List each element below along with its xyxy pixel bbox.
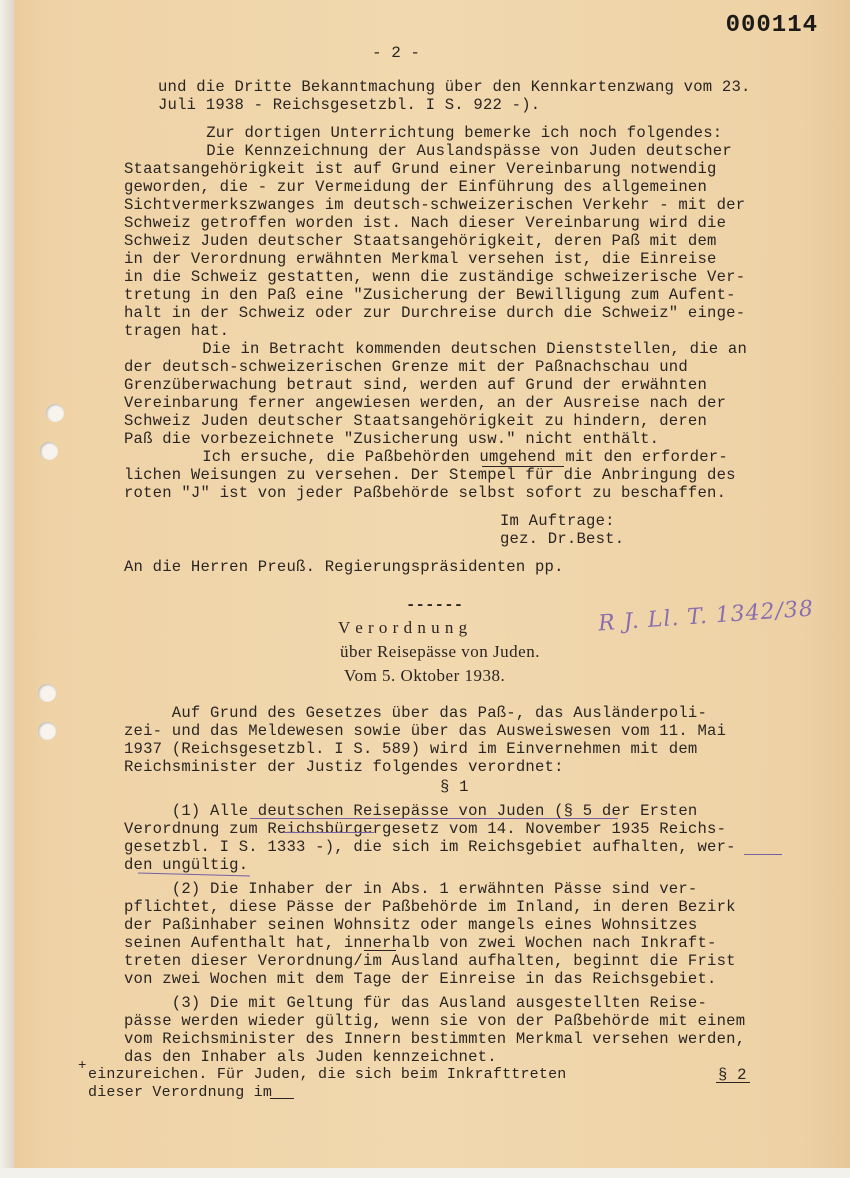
paragraph-3-line: das den Inhaber als Juden kennzeichnet. <box>124 1048 497 1066</box>
letter-line: Schweiz getroffen worden ist. Nach dieser Vereinbarung wird die <box>124 214 727 232</box>
letter-line: halt in der Schweiz oder zur Durchreise durch die Schweiz" einge- <box>124 304 746 322</box>
paragraph-3-line: pässe werden wieder gültig, wenn sie von der Paßbehörde mit einem <box>124 1012 746 1030</box>
signature-role: Im Auftrage: <box>500 512 615 530</box>
ordinance-intro-line: 1937 (Reichsgesetzbl. I S. 589) wird im Einvernehmen mit dem <box>124 740 698 758</box>
signature-name: gez. Dr.Best. <box>500 530 625 548</box>
paper-edge-left <box>0 0 14 1178</box>
paragraph-2-line: von zwei Wochen mit dem Tage der Einreise in das Reichsgebiet. <box>124 970 717 988</box>
ordinance-intro-line: Reichsminister der Justiz folgendes verordnet: <box>124 758 564 776</box>
separator: ------ <box>406 596 464 614</box>
paragraph-3-line: (3) Die mit Geltung für das Ausland ausgestellten Reise- <box>124 994 708 1012</box>
punch-hole <box>38 722 56 740</box>
page-number: - 2 - <box>372 44 421 62</box>
letter-line: tretung in den Paß eine "Zusicherung der Bewilligung zum Aufent- <box>124 286 736 304</box>
letter-line: Sichtvermerkszwanges im deutsch-schweizerischen Verkehr - mit der <box>124 196 746 214</box>
underline-wer <box>744 854 782 855</box>
ordinance-date: Vom 5. Oktober 1938. <box>344 666 506 685</box>
punch-hole <box>40 442 58 460</box>
ordinance-subtitle: über Reisepässe von Juden. <box>340 642 540 661</box>
letter-line: Paß die vorbezeichnete "Zusicherung usw." nicht enthält. <box>124 430 660 448</box>
letter-line: Juli 1938 - Reichsgesetzbl. I S. 922 -). <box>158 96 541 114</box>
ordinance-intro-line: zei- und das Meldewesen sowie über das Ausweiswesen vom 11. Mai <box>124 722 727 740</box>
letter-line: Zur dortigen Unterrichtung bemerke ich noch folgendes: <box>168 124 723 142</box>
ordinance-intro-line: Auf Grund des Gesetzes über das Paß-, das Ausländerpoli- <box>124 704 708 722</box>
ordinance-title: V e r o r d n u n g <box>338 618 468 637</box>
letter-line: geworden, die - zur Vermeidung der Einführung des allgemeinen <box>124 178 708 196</box>
document-number: 000114 <box>725 12 818 39</box>
underline-alle-deutschen-reisepaesse <box>250 818 618 819</box>
section-1-heading: § 1 <box>440 778 469 796</box>
letter-line: der deutsch-schweizerischen Grenze mit der Paßnachschau und <box>124 358 688 376</box>
letter-line: und die Dritte Bekanntmachung über den Kennkartenzwang vom 23. <box>158 78 751 96</box>
punch-hole <box>46 404 64 422</box>
letter-line: lichen Weisungen zu versehen. Der Stempel für die Anbringung des <box>124 466 736 484</box>
letter-line: Ich ersuche, die Paßbehörden umgehend mit den erforder- <box>164 448 728 466</box>
underline-umgehend <box>482 466 564 467</box>
paragraph-1-line: (1) Alle deutschen Reisepässe von Juden (§ 5 der Ersten <box>124 802 698 820</box>
footnote-line: einzureichen. Für Juden, die sich beim Inkrafttreten <box>88 1066 567 1083</box>
letter-line: Staatsangehörigkeit ist auf Grund einer Vereinbarung notwendig <box>124 160 717 178</box>
paragraph-2-line: pflichtet, diese Pässe der Paßbehörde im Inland, in deren Bezirk <box>124 898 736 916</box>
punch-hole <box>38 684 56 702</box>
paragraph-3-line: vom Reichsminister des Innern bestimmten Merkmal versehen werden, <box>124 1030 746 1048</box>
paragraph-1-line: den ungültig. <box>124 856 249 874</box>
footnote-marker: + <box>78 1058 87 1074</box>
paragraph-2-line: treten dieser Verordnung/im Ausland aufhalten, beginnt die Frist <box>124 952 736 970</box>
letter-line: Vereinbarung ferner angewiesen werden, an der Ausreise nach der <box>124 394 727 412</box>
letter-line: Schweiz Juden deutscher Staatsangehörigkeit, deren Paß mit dem <box>124 232 717 250</box>
letter-line: Die in Betracht kommenden deutschen Dienststellen, die an <box>164 340 748 358</box>
addressee: An die Herren Preuß. Regierungspräsidenten pp. <box>124 558 564 576</box>
letter-line: Grenzüberwachung betraut sind, werden auf Grund der erwähnten <box>124 376 708 394</box>
underline-im <box>364 950 396 951</box>
paragraph-1-line: Verordnung zum Reichsbürgergesetz vom 14. November 1935 Reichs- <box>124 820 727 838</box>
underline-section-2 <box>716 1082 750 1083</box>
strike-reichsbuerger <box>284 832 374 833</box>
footnote-line: dieser Verordnung im <box>88 1084 273 1101</box>
section-2-heading: § 2 <box>718 1066 747 1084</box>
paragraph-2-line: seinen Aufenthalt hat, innerhalb von zwei Wochen nach Inkraft- <box>124 934 717 952</box>
paragraph-2-line: (2) Die Inhaber der in Abs. 1 erwähnten Pässe sind ver- <box>124 880 698 898</box>
paper-edge-bottom <box>0 1168 850 1178</box>
letter-line: tragen hat. <box>124 322 230 340</box>
paragraph-1-line: gesetzbl. I S. 1333 -), die sich im Reichsgebiet aufhalten, wer- <box>124 838 736 856</box>
letter-line: roten "J" ist von jeder Paßbehörde selbst sofort zu beschaffen. <box>124 484 727 502</box>
letter-line: in die Schweiz gestatten, wenn die zuständige schweizerische Ver- <box>124 268 746 286</box>
underline-footnote-im <box>270 1098 294 1099</box>
paragraph-2-line: der Paßinhaber seinen Wohnsitz oder mangels eines Wohnsitzes <box>124 916 698 934</box>
letter-line: Schweiz Juden deutscher Staatsangehörigkeit zu hindern, deren <box>124 412 708 430</box>
letter-line: in der Verordnung erwähnten Merkmal versehen ist, die Einreise <box>124 250 717 268</box>
letter-line: Die Kennzeichnung der Auslandspässe von Juden deutscher <box>168 142 732 160</box>
archive-stamp: R J. Ll. T. 1342/38 <box>597 596 815 637</box>
